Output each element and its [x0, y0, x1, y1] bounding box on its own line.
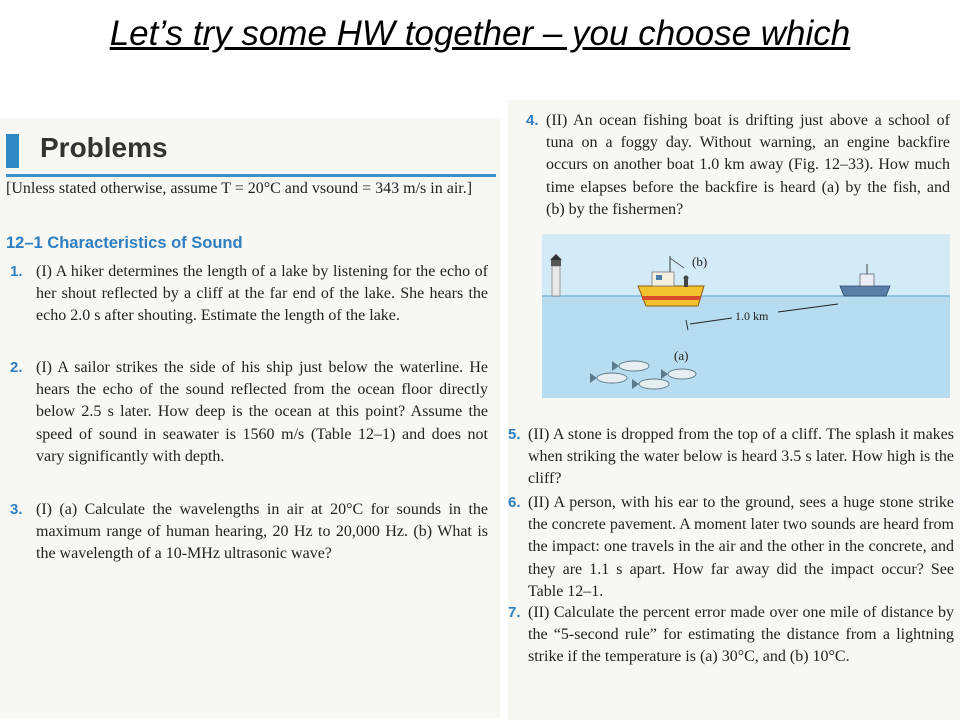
- problem-text: (II) A person, with his ear to the ground, sees a huge stone strike the concrete pavement. A moment later two sounds are heard from the impact: one travels in the air and the other in the concrete, and they are 1.1 s apart. How far away did the impact occur? See Table 12–1.: [528, 494, 954, 600]
- problem-number: 4.: [526, 112, 539, 129]
- problem-number: 1.: [10, 263, 23, 280]
- figure-12-33: [542, 234, 950, 398]
- textbook-right-column: [508, 100, 960, 720]
- label-a: (a): [674, 348, 689, 363]
- lighthouse-icon: [550, 254, 562, 296]
- problem-text: (II) Calculate the percent error made over one mile of distance by the “5-second rule” for estimating the distance from a lightning strike if the temperature is (a) 30°C, and (b) 10°C.: [528, 604, 954, 666]
- tuna-school-icon: [590, 361, 696, 389]
- problem-number: 3.: [10, 501, 23, 518]
- problem-number: 7.: [508, 604, 521, 621]
- label-b: (b): [692, 254, 708, 269]
- textbook-left-column: [0, 118, 500, 718]
- assumption-note: [Unless stated otherwise, assume T = 20°C and vsound = 343 m/s in air.]: [6, 180, 473, 197]
- problem-number: 6.: [508, 494, 521, 511]
- section-heading: 12–1 Characteristics of Sound: [6, 234, 243, 252]
- problems-header: [6, 128, 496, 177]
- boat-scene-illustration: [542, 234, 950, 398]
- problem-text: (II) An ocean fishing boat is drifting just above a school of tuna on a foggy day. Without warning, an engine backfire occurs on another boat 1.0 km away (Fig. 12–33). How much time elapses before the backfire is heard (a) by the fish, and (b) by the fishermen?: [546, 112, 950, 218]
- problem-text: (I) (a) Calculate the wavelengths in air at 20°C for sounds in the maximum range of human hearing, 20 Hz to 20,000 Hz. (b) What is the wavelength of a 10-MHz ultrasonic wave?: [36, 501, 488, 563]
- problem-text: (I) A hiker determines the length of a lake by listening for the echo of her shout reflected by a cliff at the far end of the lake. She hears the echo 2.0 s after shouting. Estimate the length of the lake.: [36, 263, 488, 325]
- problem-number: 5.: [508, 426, 521, 443]
- problem-number: 2.: [10, 359, 23, 376]
- distance-label: 1.0 km: [735, 309, 769, 323]
- problem-text: (II) A stone is dropped from the top of a cliff. The splash it makes when striking the water below is heard 3.5 s later. How high is the cliff?: [528, 426, 954, 488]
- problems-heading: Problems: [40, 132, 168, 163]
- problems-accent-bar: [6, 134, 19, 168]
- problem-text: (I) A sailor strikes the side of his ship just below the waterline. He hears the echo of the sound reflected from the ocean floor directly below 2.5 s later. How deep is the ocean at this point? Assume the speed of sound in seawater is 1560 m/s (Table 12–1) and does not vary significantly with depth.: [36, 359, 488, 465]
- slide-title: Let’s try some HW together – you choose which: [109, 14, 851, 53]
